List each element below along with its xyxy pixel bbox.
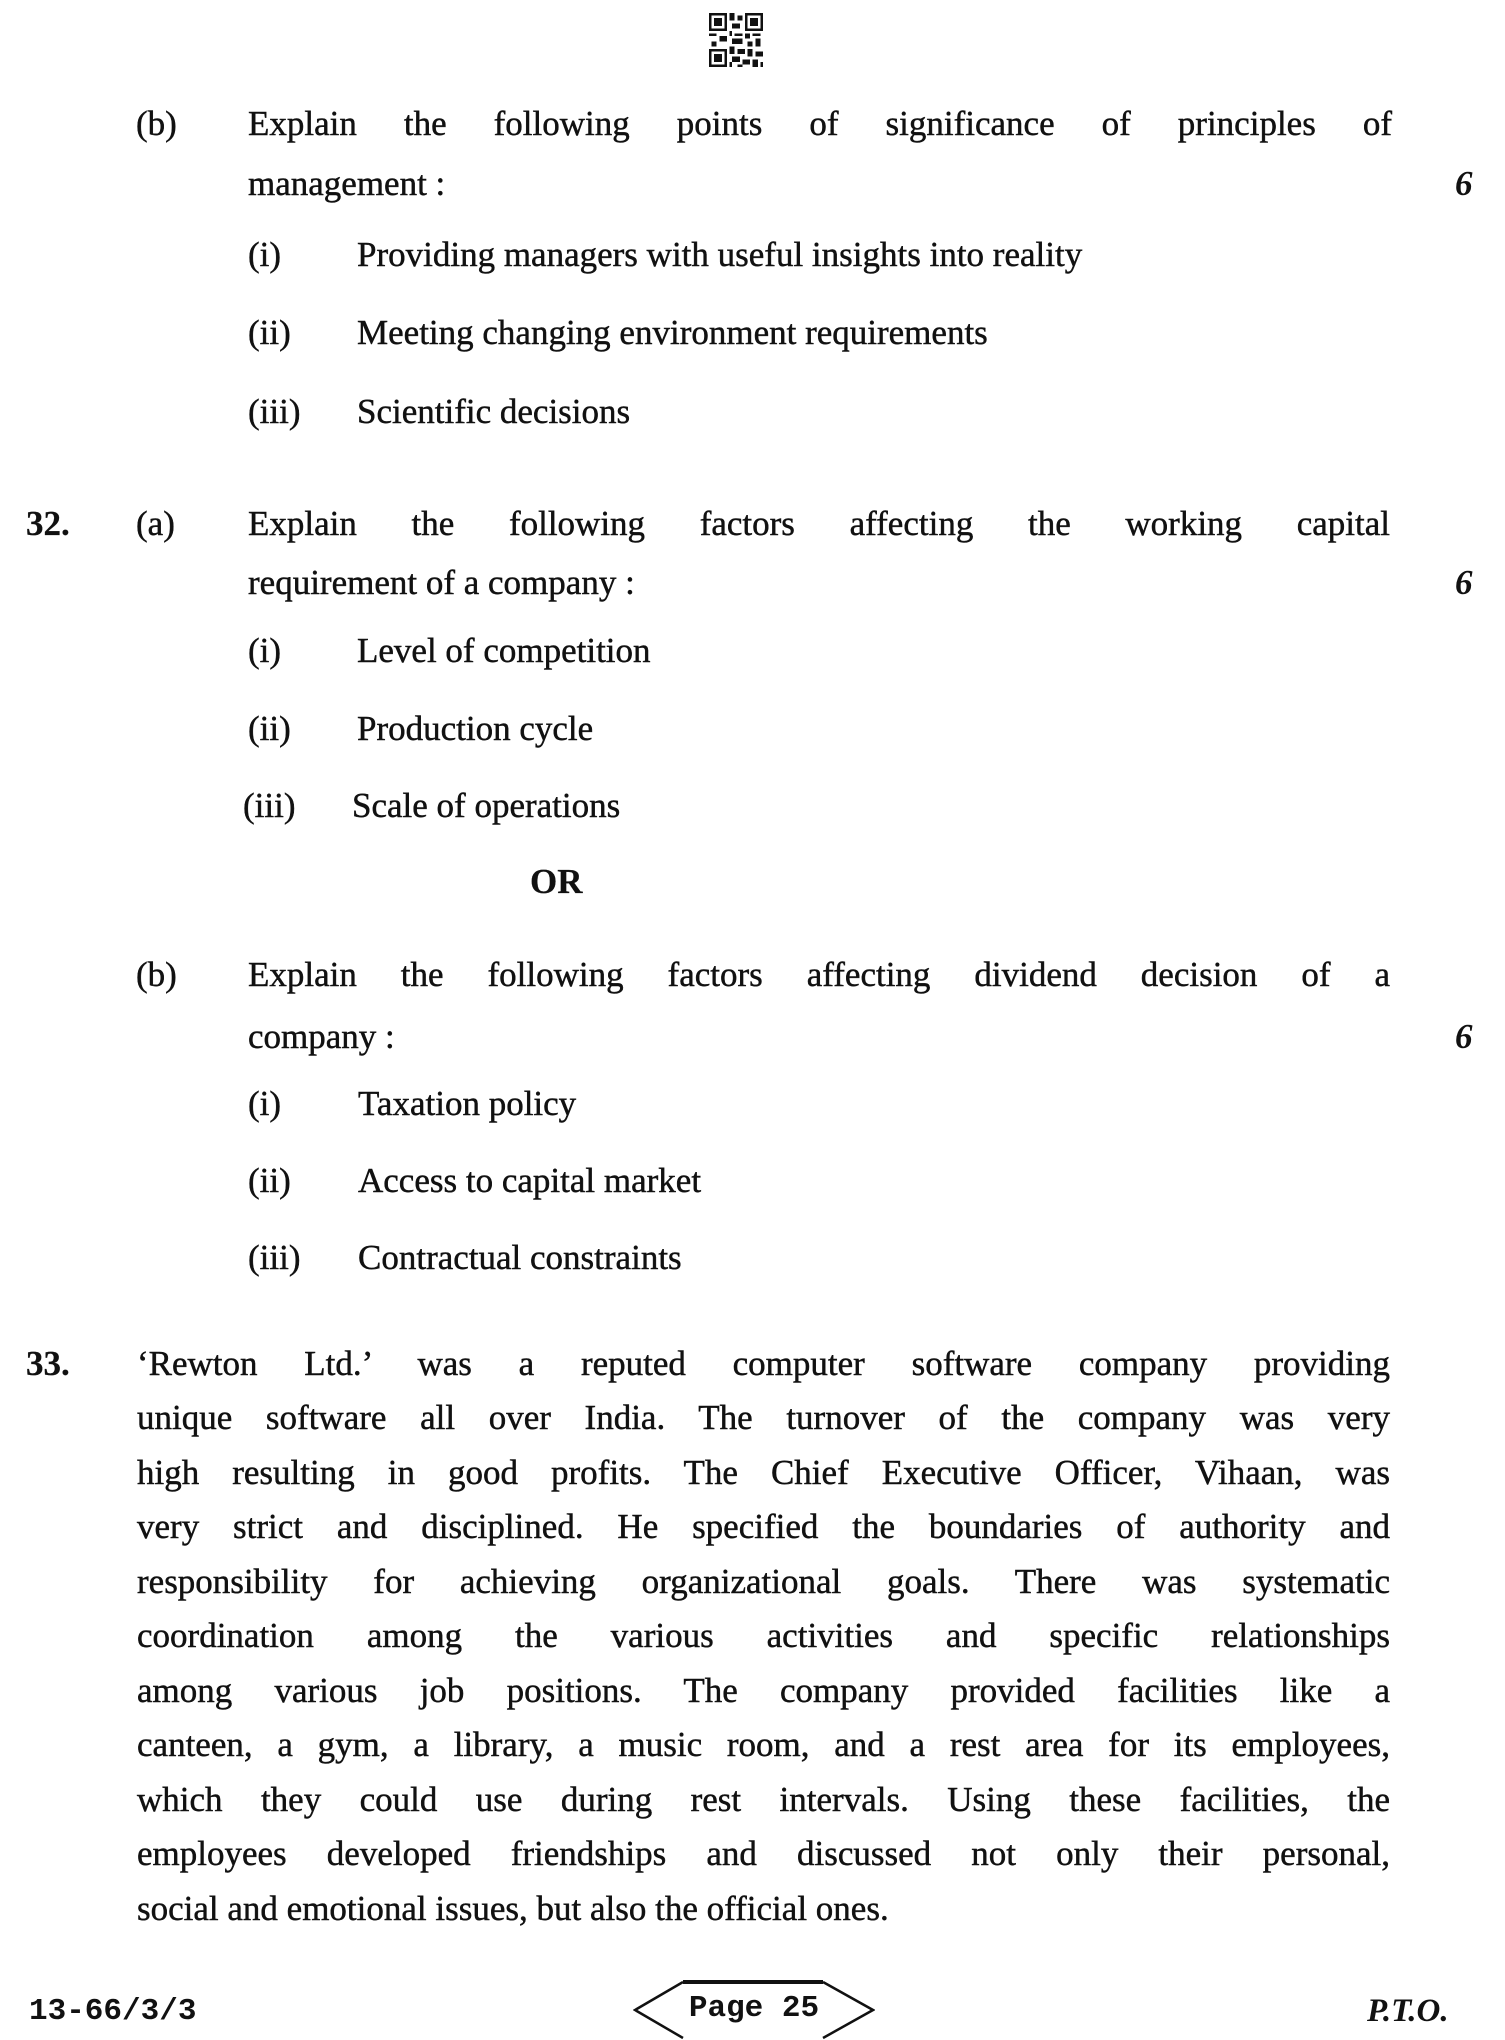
q32b-item-3-text: Contractual constraints <box>358 1238 682 1277</box>
q32b-item-1-text: Taxation policy <box>358 1084 577 1123</box>
q32b-item-2-num: (ii) <box>248 1161 291 1200</box>
q31b-item-3-text: Scientific decisions <box>357 392 631 431</box>
q32a-item-1-num: (i) <box>248 631 282 670</box>
q32a-item-3-text: Scale of operations <box>352 786 621 825</box>
q31b-marks: 6 <box>1455 164 1473 203</box>
q31b-question-line-1: Explain the following points of significance of principles of <box>248 104 1392 143</box>
q32a-marks: 6 <box>1455 563 1473 602</box>
q33-paragraph-line: very strict and disciplined. He specified the boundaries of authority and <box>137 1507 1390 1546</box>
please-turn-over: P.T.O. <box>1367 1993 1449 2029</box>
q33-paragraph-line: employees developed friendships and discussed not only their personal, <box>137 1834 1390 1873</box>
q32a-item-1-text: Level of competition <box>357 631 651 670</box>
q33-paragraph-line: social and emotional issues, but also the official ones. <box>137 1889 889 1928</box>
q31b-item-2-num: (ii) <box>248 313 291 352</box>
q33-number: 33. <box>26 1344 70 1383</box>
q32b-item-3-num: (iii) <box>248 1238 301 1277</box>
q32b-marks: 6 <box>1455 1017 1473 1056</box>
q32b-question-line-2: company : <box>248 1017 395 1056</box>
q31b-question-line-2: management : <box>248 164 446 203</box>
q31b-item-2-text: Meeting changing environment requirements <box>357 313 988 352</box>
q32a-question-line-1: Explain the following factors affecting the working capital <box>248 504 1390 543</box>
q33-paragraph-line: responsibility for achieving organizational goals. There was systematic <box>137 1562 1390 1601</box>
qr-code-icon <box>709 13 763 67</box>
q33-paragraph-line: unique software all over India. The turnover of the company was very <box>137 1398 1390 1437</box>
q32b-question-line-1: Explain the following factors affecting dividend decision of a <box>248 955 1390 994</box>
q33-paragraph-line: canteen, a gym, a library, a music room, and a rest area for its employees, <box>137 1725 1390 1764</box>
q32a-part-label: (a) <box>136 504 175 543</box>
q32b-item-1-num: (i) <box>248 1084 282 1123</box>
q32a-question-line-2: requirement of a company : <box>248 563 635 602</box>
q33-paragraph-line: among various job positions. The company provided facilities like a <box>137 1671 1390 1710</box>
q33-paragraph-line: which they could use during rest intervals. Using these facilities, the <box>137 1780 1390 1819</box>
q32b-part-label: (b) <box>136 955 177 994</box>
q33-paragraph-line: ‘Rewton Ltd.’ was a reputed computer software company providing <box>137 1344 1390 1383</box>
q32a-item-3-num: (iii) <box>243 786 296 825</box>
q31b-part-label: (b) <box>136 104 177 143</box>
q31b-item-1-text: Providing managers with useful insights into reality <box>357 235 1083 274</box>
q31b-item-1-num: (i) <box>248 235 282 274</box>
q31b-item-3-num: (iii) <box>248 392 301 431</box>
page-number: Page 25 <box>688 1991 820 2026</box>
q32a-item-2-text: Production cycle <box>357 709 594 748</box>
or-divider: OR <box>530 862 583 901</box>
q32b-item-2-text: Access to capital market <box>358 1161 702 1200</box>
page-number-badge <box>633 1980 875 2040</box>
q33-paragraph-line: coordination among the various activities and specific relationships <box>137 1616 1390 1655</box>
paper-code: 13-66/3/3 <box>29 1994 197 2029</box>
q33-paragraph-line: high resulting in good profits. The Chief Executive Officer, Vihaan, was <box>137 1453 1390 1492</box>
q32-number: 32. <box>26 504 70 543</box>
q32a-item-2-num: (ii) <box>248 709 291 748</box>
